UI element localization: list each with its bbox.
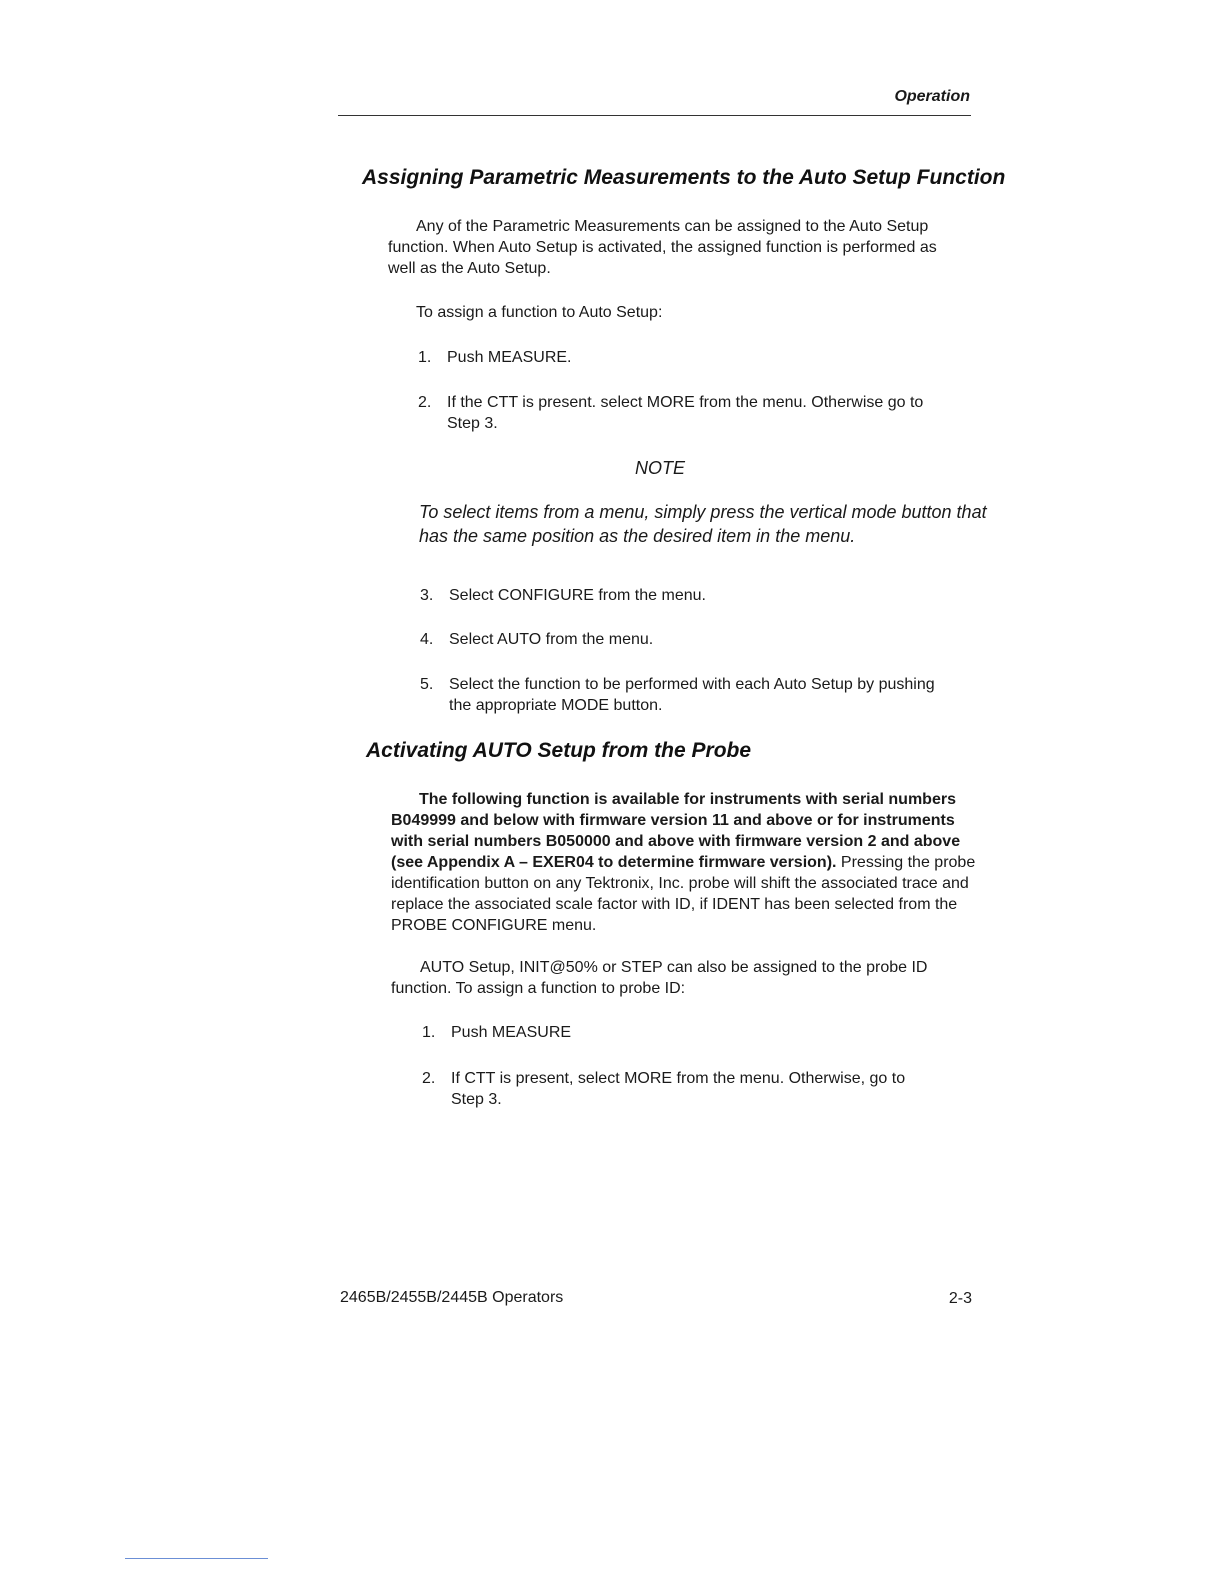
probe-bold-line: (see Appendix A – EXER04 to determine firmware version). — [391, 854, 837, 871]
note-line: has the same position as the desired item in the menu. — [419, 526, 856, 546]
step-text: Select CONFIGURE from the menu. — [449, 587, 706, 604]
probe-text: Pressing the probe — [836, 854, 976, 871]
probe-line: replace the associated scale factor with ID, if IDENT has been selected from the — [391, 896, 958, 913]
step-text: Push MEASURE. — [447, 349, 572, 366]
step-number: 1. — [422, 1024, 436, 1041]
step-item — [420, 585, 980, 607]
section-heading-probe: Activating AUTO Setup from the Probe — [366, 739, 752, 762]
intro-line: function. When Auto Setup is activated, the assigned function is performed as — [388, 239, 937, 256]
intro-line: well as the Auto Setup. — [388, 260, 551, 277]
step-text: If CTT is present, select MORE from the menu. Otherwise, go to — [451, 1070, 906, 1087]
step-number: 4. — [420, 631, 434, 648]
probe-line: PROBE CONFIGURE menu. — [391, 917, 597, 934]
probe-mixed-line — [391, 852, 991, 873]
step-number: 3. — [420, 587, 434, 604]
step-item — [418, 347, 978, 369]
step-number: 1. — [418, 349, 432, 366]
step-item — [420, 629, 980, 651]
probe2-line: AUTO Setup, INIT@50% or STEP can also be assigned to the probe ID — [420, 959, 928, 976]
step-item — [420, 674, 980, 718]
step-text: Select AUTO from the menu. — [449, 631, 654, 648]
header-rule — [338, 115, 971, 116]
step-text: Step 3. — [447, 415, 498, 432]
probe-line: identification button on any Tektronix, Inc. probe will shift the associated trace and — [391, 875, 969, 892]
page-number: 2-3 — [948, 1290, 972, 1307]
step-text: the appropriate MODE button. — [449, 697, 663, 714]
note-body — [419, 500, 999, 548]
section-heading-auto-setup: Assigning Parametric Measurements to the Auto Setup Function — [362, 166, 1006, 189]
step-text: If the CTT is present. select MORE from the menu. Otherwise go to — [447, 394, 924, 411]
intro-line: Any of the Parametric Measurements can be assigned to the Auto Setup — [416, 218, 929, 235]
probe-bold-line: The following function is available for instruments with serial numbers — [419, 791, 956, 808]
probe-bold-line: with serial numbers B050000 and above with firmware version 2 and above — [391, 833, 961, 850]
step-item — [418, 392, 978, 436]
step-item — [422, 1022, 982, 1044]
steps-lead: To assign a function to Auto Setup: — [416, 304, 663, 321]
running-header: Operation — [894, 88, 970, 105]
note-line: To select items from a menu, simply press the vertical mode button that — [419, 502, 987, 522]
probe-paragraph-2 — [391, 957, 991, 999]
footer-manual-title: 2465B/2455B/2445B Operators — [340, 1289, 564, 1306]
probe2-line: function. To assign a function to probe ID: — [391, 980, 686, 997]
note-title: NOTE — [634, 458, 685, 478]
step-item — [422, 1068, 982, 1112]
step-number: 2. — [422, 1070, 436, 1087]
step-number: 5. — [420, 676, 434, 693]
probe-bold-line: B049999 and below with firmware version 11 and above or for instruments — [391, 812, 955, 829]
step-text: Select the function to be performed with each Auto Setup by pushing — [449, 676, 935, 693]
intro-paragraph — [388, 216, 988, 279]
step-text: Push MEASURE — [451, 1024, 572, 1041]
step-number: 2. — [418, 394, 432, 411]
step-text: Step 3. — [451, 1091, 502, 1108]
bottom-rule — [125, 1558, 268, 1559]
probe-paragraph — [391, 789, 991, 936]
